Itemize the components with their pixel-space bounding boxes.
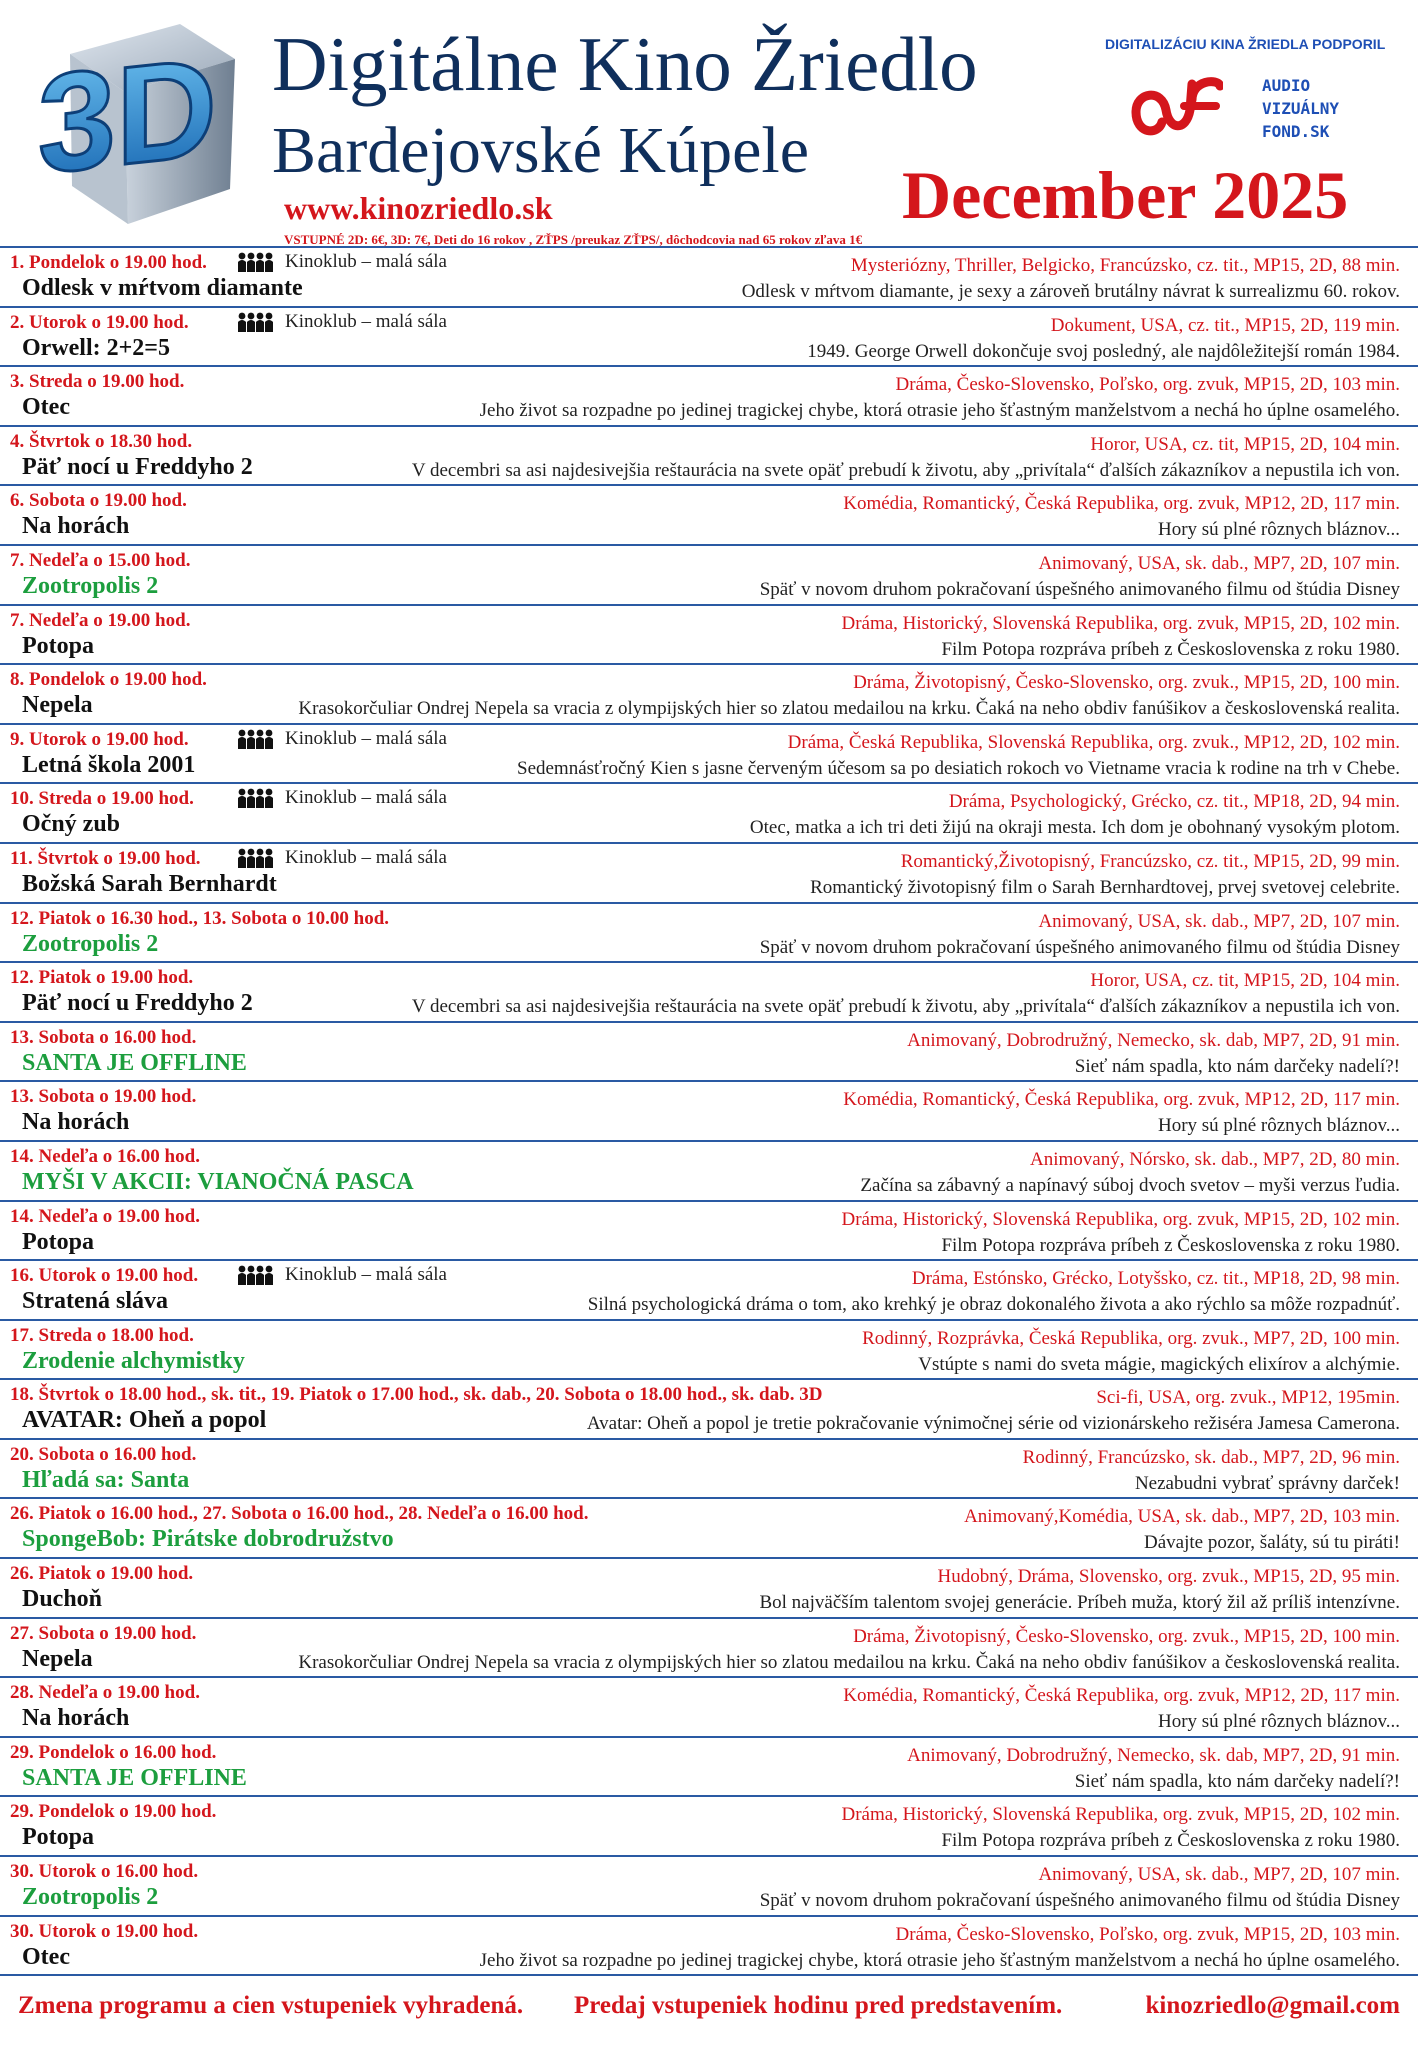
screening-date: 29. Pondelok o 19.00 hod. xyxy=(10,1801,217,1823)
screening-genre: Dráma, Životopisný, Česko-Slovensko, org. zvuk., MP15, 2D, 100 min. xyxy=(853,672,1400,694)
screening-row xyxy=(0,1738,1418,1798)
movie-title: Zootropolis 2 xyxy=(22,1884,159,1911)
movie-title: Nepela xyxy=(22,692,93,719)
screening-row xyxy=(0,1440,1418,1500)
screening-date: 7. Nedeľa o 15.00 hod. xyxy=(10,549,191,571)
sponsor-note: DIGITALIZÁCIU KINA ŽRIEDLA PODPORIL xyxy=(1105,36,1386,52)
audience-group-icon xyxy=(237,312,275,332)
screening-date: 20. Sobota o 16.00 hod. xyxy=(10,1443,197,1465)
movie-description: Silná psychologická dráma o tom, ako krehký je obraz dokonalého života a ako rýchlo sa môže rozpadnúť. xyxy=(587,1294,1400,1316)
screening-genre: Animovaný, USA, sk. dab., MP7, 2D, 107 min. xyxy=(1038,552,1400,574)
screenings-list xyxy=(0,246,1418,1976)
audience-group-icon xyxy=(237,1265,275,1285)
screening-row xyxy=(0,546,1418,606)
screening-genre: Rodinný, Rozprávka, Česká Republika, org. zvuk., MP7, 2D, 100 min. xyxy=(862,1327,1400,1349)
screening-row xyxy=(0,1082,1418,1142)
program-change-notice: Zmena programu a cien vstupeniek vyhradená. xyxy=(18,1992,524,2019)
screening-date: 10. Streda o 19.00 hod. xyxy=(10,788,194,810)
3d-cinema-logo xyxy=(30,14,245,229)
movie-title: Na horách xyxy=(22,513,130,540)
screening-genre: Dráma, Psychologický, Grécko, cz. tit., MP18, 2D, 94 min. xyxy=(948,791,1400,813)
screening-date: 12. Piatok o 16.30 hod., 13. Sobota o 10.00 hod. xyxy=(10,907,390,929)
screening-date: 11. Štvrtok o 19.00 hod. xyxy=(10,847,201,869)
movie-title: SpongeBob: Pirátske dobrodružstvo xyxy=(22,1526,394,1553)
screening-row xyxy=(0,784,1418,844)
screening-genre: Dráma, Estónsko, Grécko, Lotyšsko, cz. tit., MP18, 2D, 98 min. xyxy=(911,1268,1400,1290)
screening-genre: Animovaný, USA, sk. dab., MP7, 2D, 107 min. xyxy=(1038,910,1400,932)
movie-description: Späť v novom druhom pokračovaní úspešného animovaného filmu od štúdia Disney xyxy=(759,1890,1400,1912)
screening-genre: Animovaný, Dobrodružný, Nemecko, sk. dab, MP7, 2D, 91 min. xyxy=(907,1744,1400,1766)
screening-row xyxy=(0,248,1418,308)
screening-row xyxy=(0,725,1418,785)
screening-date: 14. Nedeľa o 19.00 hod. xyxy=(10,1205,200,1227)
movie-title: SANTA JE OFFLINE xyxy=(22,1764,247,1791)
screening-genre: Komédia, Romantický, Česká Republika, org. zvuk, MP12, 2D, 117 min. xyxy=(843,1089,1400,1111)
screening-date: 3. Streda o 19.00 hod. xyxy=(10,371,185,393)
movie-title: Päť nocí u Freddyho 2 xyxy=(22,990,253,1017)
screening-date: 27. Sobota o 19.00 hod. xyxy=(10,1622,197,1644)
screening-date: 26. Piatok o 16.00 hod., 27. Sobota o 16.00 hod., 28. Nedeľa o 16.00 hod. xyxy=(10,1503,589,1525)
screening-row xyxy=(0,1499,1418,1559)
screening-row xyxy=(0,904,1418,964)
movie-title: Potopa xyxy=(22,1228,94,1255)
movie-description: Začína sa zábavný a napínavý súboj dvoch svetov – myši verzus ľudia. xyxy=(860,1174,1400,1196)
screening-row xyxy=(0,486,1418,546)
kinoklub-label xyxy=(237,787,447,809)
movie-title: SANTA JE OFFLINE xyxy=(22,1049,247,1076)
screening-genre: Dráma, Historický, Slovenská Republika, org. zvuk, MP15, 2D, 102 min. xyxy=(841,612,1400,634)
kinoklub-text: Kinoklub – malá sála xyxy=(285,310,447,332)
screening-genre: Animovaný, Dobrodružný, Nemecko, sk. dab, MP7, 2D, 91 min. xyxy=(907,1029,1400,1051)
kinoklub-label xyxy=(237,311,447,333)
screening-genre: Animovaný, USA, sk. dab., MP7, 2D, 107 min. xyxy=(1038,1864,1400,1886)
kinoklub-label xyxy=(237,847,447,869)
screening-date: 28. Nedeľa o 19.00 hod. xyxy=(10,1682,200,1704)
movie-title: Potopa xyxy=(22,1824,94,1851)
ticket-sales-note: Predaj vstupeniek hodinu pred predstavením. xyxy=(574,1992,1063,2019)
movie-description: Film Potopa rozpráva príbeh z Československa z roku 1980. xyxy=(941,1234,1400,1256)
screening-date: 12. Piatok o 19.00 hod. xyxy=(10,967,194,989)
movie-title: Na horách xyxy=(22,1705,130,1732)
screening-row xyxy=(0,427,1418,487)
screening-date: 18. Štvrtok o 18.00 hod., sk. tit., 19. Piatok o 17.00 hod., sk. dab., 20. Sobota o 18.00 hod., sk. dab. 3D xyxy=(10,1384,823,1406)
movie-description: Hory sú plné rôznych bláznov... xyxy=(1157,519,1400,541)
screening-genre: Animovaný, Nórsko, sk. dab., MP7, 2D, 80 min. xyxy=(1030,1148,1400,1170)
screening-date: 13. Sobota o 19.00 hod. xyxy=(10,1086,197,1108)
movie-title: Stratená sláva xyxy=(22,1288,168,1315)
movie-title: Očný zub xyxy=(22,811,121,838)
screening-date: 14. Nedeľa o 16.00 hod. xyxy=(10,1145,200,1167)
screening-row xyxy=(0,844,1418,904)
movie-title: Päť nocí u Freddyho 2 xyxy=(22,453,253,480)
website-link[interactable]: www.kinozriedlo.sk xyxy=(284,190,553,226)
program-month: December 2025 xyxy=(902,157,1349,233)
screening-genre: Dokument, USA, cz. tit., MP15, 2D, 119 min. xyxy=(1050,314,1400,336)
screening-row xyxy=(0,308,1418,368)
screening-genre: Romantický,Životopisný, Francúzsko, cz. tit., MP15, 2D, 99 min. xyxy=(900,850,1400,872)
audience-group-icon xyxy=(237,729,275,749)
screening-genre: Sci-fi, USA, org. zvuk., MP12, 195min. xyxy=(1096,1387,1400,1409)
screening-date: 2. Utorok o 19.00 hod. xyxy=(10,311,189,333)
movie-description: Avatar: Oheň a popol je tretie pokračovanie výnimočnej série od vizionárskeho režiséra Jamesa Camerona. xyxy=(586,1413,1400,1435)
movie-description: Bol najväčším talentom svojej generácie. Príbeh muža, ktorý žil až príliš intenzívne. xyxy=(759,1592,1400,1614)
screening-genre: Dráma, Životopisný, Česko-Slovensko, org. zvuk., MP15, 2D, 100 min. xyxy=(853,1625,1400,1647)
screening-row xyxy=(0,1202,1418,1262)
avf-logo-icon xyxy=(1128,70,1223,150)
screening-date: 26. Piatok o 19.00 hod. xyxy=(10,1563,194,1585)
audience-group-icon xyxy=(237,848,275,868)
cinema-title: Digitálne Kino Žriedlo xyxy=(272,21,978,107)
screening-date: 13. Sobota o 16.00 hod. xyxy=(10,1026,197,1048)
screening-genre: Dráma, Historický, Slovenská Republika, org. zvuk, MP15, 2D, 102 min. xyxy=(841,1208,1400,1230)
kinoklub-text: Kinoklub – malá sála xyxy=(285,727,447,749)
screening-genre: Horor, USA, cz. tit, MP15, 2D, 104 min. xyxy=(1090,970,1400,992)
screening-date: 9. Utorok o 19.00 hod. xyxy=(10,728,189,750)
movie-description: Otec, matka a ich tri deti žijú na okraji mesta. Ich dom je obohnaný vysokým plotom. xyxy=(749,817,1400,839)
screening-date: 1. Pondelok o 19.00 hod. xyxy=(10,252,207,273)
movie-title: Zootropolis 2 xyxy=(22,930,159,957)
avf-line: VIZUÁLNY xyxy=(1262,99,1340,118)
screening-date: 16. Utorok o 19.00 hod. xyxy=(10,1265,199,1287)
movie-title: Duchoň xyxy=(22,1586,103,1613)
movie-description: Hory sú plné rôznych bláznov... xyxy=(1157,1711,1400,1733)
movie-description: Film Potopa rozpráva príbeh z Československa z roku 1980. xyxy=(941,1830,1400,1852)
movie-description: Nezabudni vybrať správny darček! xyxy=(1134,1472,1400,1494)
movie-description: Sieť nám spadla, kto nám darčeky nadelí?! xyxy=(1074,1770,1400,1792)
movie-description: Jeho život sa rozpadne po jedinej tragickej chybe, ktorá otrasie jeho šťastným manželstvom a nechá ho úplne osamelého. xyxy=(479,1949,1400,1971)
screening-row xyxy=(0,963,1418,1023)
screening-date: 29. Pondelok o 16.00 hod. xyxy=(10,1741,217,1763)
movie-description: Vstúpte s nami do sveta mágie, magických elixírov a alchýmie. xyxy=(918,1353,1400,1375)
header xyxy=(0,0,1418,250)
screening-genre: Animovaný,Komédia, USA, sk. dab., MP7, 2D, 103 min. xyxy=(964,1506,1400,1528)
audience-group-icon xyxy=(237,788,275,808)
kinoklub-text: Kinoklub – malá sála xyxy=(285,251,447,272)
movie-description: Hory sú plné rôznych bláznov... xyxy=(1157,1115,1400,1137)
screening-row xyxy=(0,367,1418,427)
screening-date: 4. Štvrtok o 18.30 hod. xyxy=(10,430,193,452)
screening-genre: Horor, USA, cz. tit, MP15, 2D, 104 min. xyxy=(1090,433,1400,455)
movie-title: Potopa xyxy=(22,632,94,659)
movie-description: Jeho život sa rozpadne po jedinej tragickej chybe, ktorá otrasie jeho šťastným manželstvom a nechá ho úplne osamelého. xyxy=(479,400,1400,422)
avf-name xyxy=(1262,74,1382,143)
screening-genre: Dráma, Česko-Slovensko, Poľsko, org. zvuk, MP15, 2D, 103 min. xyxy=(895,1923,1400,1945)
movie-description: V decembri sa asi najdesivejšia reštaurácia na svete opäť prebudí k životu, aby „privítala“ ďalších zákazníkov a nepustila ich von. xyxy=(411,459,1400,481)
movie-description: Krasokorčuliar Ondrej Nepela sa vracia z olympijských hier so zlatou medailou na krku. Čaká na neho obdiv fanúšikov a československá realita. xyxy=(298,1651,1400,1673)
screening-row xyxy=(0,1559,1418,1619)
logo-3d-text: 3D xyxy=(38,27,217,204)
screening-row xyxy=(0,1678,1418,1738)
movie-title: Hľadá sa: Santa xyxy=(22,1466,190,1493)
movie-description: 1949. George Orwell dokončuje svoj posledný, ale najdôležitejší román 1984. xyxy=(807,340,1400,362)
movie-title: Orwell: 2+2=5 xyxy=(22,334,170,361)
contact-email[interactable]: kinozriedlo@gmail.com xyxy=(1145,1992,1400,2019)
screening-date: 7. Nedeľa o 19.00 hod. xyxy=(10,609,191,631)
kinoklub-text: Kinoklub – malá sála xyxy=(285,787,447,809)
screening-date: 6. Sobota o 19.00 hod. xyxy=(10,490,187,512)
movie-title: Letná škola 2001 xyxy=(22,751,196,778)
movie-title: Božská Sarah Bernhardt xyxy=(22,870,277,897)
movie-title: Odlesk v mŕtvom diamante xyxy=(22,275,303,301)
screening-date: 30. Utorok o 19.00 hod. xyxy=(10,1920,199,1942)
kinoklub-text: Kinoklub – malá sála xyxy=(285,1264,447,1286)
movie-title: Otec xyxy=(22,1943,70,1970)
screening-row xyxy=(0,1917,1418,1977)
avf-line: FOND.SK xyxy=(1262,122,1330,141)
movie-title: AVATAR: Oheň a popol xyxy=(22,1407,267,1434)
movie-description: Sedemnásťročný Kien s jasne červeným účesom sa po desiatich rokoch vo Vietname vracia k rodine na trh v Chebe. xyxy=(517,757,1400,779)
avf-line: AUDIO xyxy=(1262,76,1311,95)
screening-row xyxy=(0,606,1418,666)
movie-description: Krasokorčuliar Ondrej Nepela sa vracia z olympijských hier so zlatou medailou na krku. Čaká na neho obdiv fanúšikov a československá realita. xyxy=(298,698,1400,720)
movie-title: Nepela xyxy=(22,1645,93,1672)
screening-genre: Dráma, Česko-Slovensko, Poľsko, org. zvuk, MP15, 2D, 103 min. xyxy=(895,374,1400,396)
kinoklub-label xyxy=(237,251,447,273)
movie-title: Otec xyxy=(22,394,70,421)
screening-row xyxy=(0,1380,1418,1440)
screening-row xyxy=(0,1142,1418,1202)
screening-row xyxy=(0,665,1418,725)
movie-description: Romantický životopisný film o Sarah Bernhardtovej, prvej svetovej celebrite. xyxy=(810,876,1400,898)
movie-description: Film Potopa rozpráva príbeh z Československa z roku 1980. xyxy=(941,638,1400,660)
screening-row xyxy=(0,1797,1418,1857)
screening-genre: Komédia, Romantický, Česká Republika, org. zvuk, MP12, 2D, 117 min. xyxy=(843,493,1400,515)
screening-genre: Komédia, Romantický, Česká Republika, org. zvuk, MP12, 2D, 117 min. xyxy=(843,1685,1400,1707)
movie-title: Na horách xyxy=(22,1109,130,1136)
movie-description: Odlesk v mŕtvom diamante, je sexy a zároveň brutálny návrat k surrealizmu 60. rokov. xyxy=(741,281,1400,302)
kinoklub-label xyxy=(237,728,447,750)
ticket-prices: VSTUPNÉ 2D: 6€, 3D: 7€, Deti do 16 rokov , ZŤPS /preukaz ZŤPS/, dôchodcovia nad 65 rokov zľava 1€ xyxy=(284,232,863,247)
footer xyxy=(0,1984,1418,2034)
screening-row xyxy=(0,1023,1418,1083)
movie-description: Sieť nám spadla, kto nám darčeky nadelí?! xyxy=(1074,1055,1400,1077)
screening-row xyxy=(0,1321,1418,1381)
cinema-location: Bardejovské Kúpele xyxy=(272,114,809,187)
screening-date: 8. Pondelok o 19.00 hod. xyxy=(10,669,207,691)
kinoklub-text: Kinoklub – malá sála xyxy=(285,846,447,868)
movie-title: Zrodenie alchymistky xyxy=(22,1347,245,1374)
screening-row xyxy=(0,1261,1418,1321)
movie-description: V decembri sa asi najdesivejšia reštaurácia na svete opäť prebudí k životu, aby „privítala“ ďalších zákazníkov a nepustila ich von. xyxy=(411,996,1400,1018)
screening-genre: Hudobný, Dráma, Slovensko, org. zvuk., MP15, 2D, 95 min. xyxy=(937,1566,1400,1588)
screening-genre: Dráma, Česká Republika, Slovenská Republika, org. zvuk., MP12, 2D, 102 min. xyxy=(787,731,1400,753)
kinoklub-label xyxy=(237,1264,447,1286)
screening-row xyxy=(0,1857,1418,1917)
screening-row xyxy=(0,1619,1418,1679)
screening-genre: Dráma, Historický, Slovenská Republika, org. zvuk, MP15, 2D, 102 min. xyxy=(841,1804,1400,1826)
movie-description: Späť v novom druhom pokračovaní úspešného animovaného filmu od štúdia Disney xyxy=(759,936,1400,958)
audience-group-icon xyxy=(237,252,275,272)
screening-genre: Mysteriózny, Thriller, Belgicko, Francúzsko, cz. tit., MP15, 2D, 88 min. xyxy=(850,255,1400,276)
screening-date: 17. Streda o 18.00 hod. xyxy=(10,1324,194,1346)
movie-description: Dávajte pozor, šaláty, sú tu piráti! xyxy=(1143,1532,1400,1554)
movie-description: Späť v novom druhom pokračovaní úspešného animovaného filmu od štúdia Disney xyxy=(759,578,1400,600)
movie-title: Zootropolis 2 xyxy=(22,572,159,599)
screening-genre: Rodinný, Francúzsko, sk. dab., MP7, 2D, 96 min. xyxy=(1022,1446,1400,1468)
screening-date: 30. Utorok o 16.00 hod. xyxy=(10,1861,199,1883)
movie-title: MYŠI V AKCII: VIANOČNÁ PASCA xyxy=(22,1168,414,1195)
